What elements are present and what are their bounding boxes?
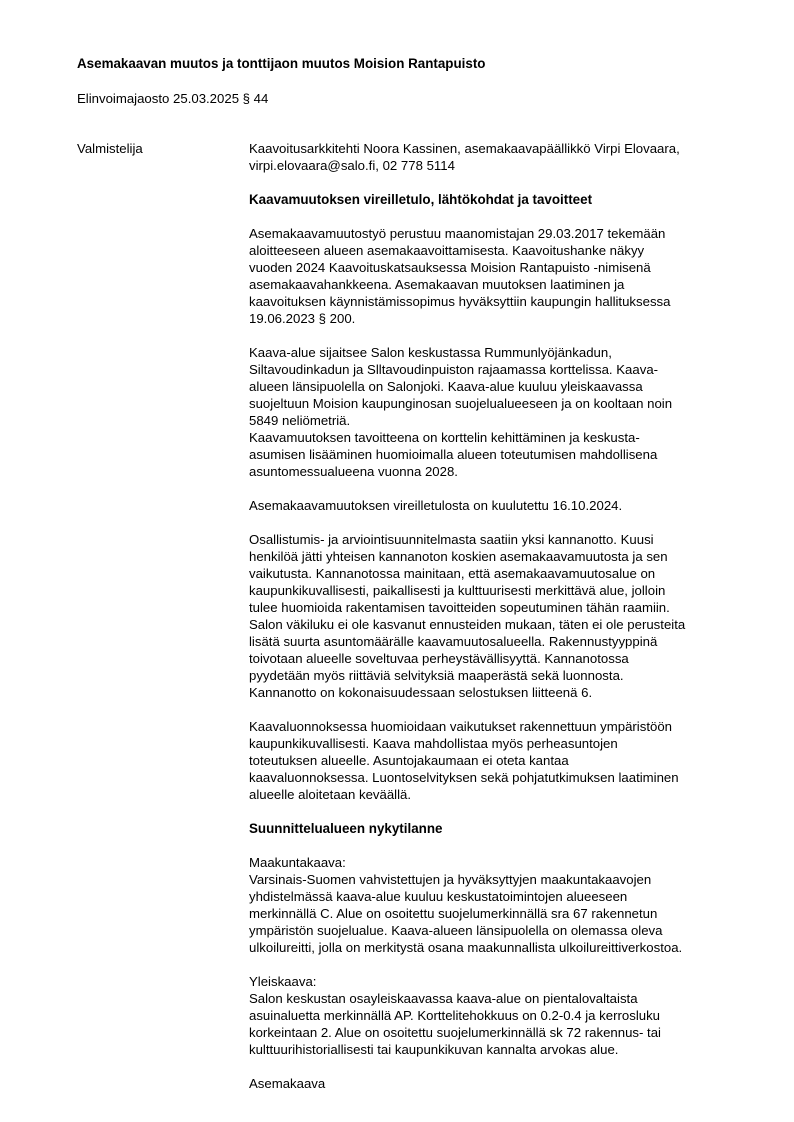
paragraph-statement <box>249 531 744 701</box>
text-line: 19.06.2023 § 200. <box>249 311 356 326</box>
text-line: Asemakaava <box>249 1076 326 1091</box>
preparer-label: Valmistelija <box>77 141 143 156</box>
text-line: Kaava-alue sijaitsee Salon keskustassa Rummunlyöjänkadun, <box>249 345 612 360</box>
text-line: Kaavaluonnoksessa huomioidaan vaikutukset rakennettuun ympäristöön <box>249 719 672 734</box>
text-line: lisätä suurta asuntomäärälle kaavamuutosalueella. Rakennustyyppinä <box>249 634 658 649</box>
paragraph-draft-response <box>249 718 744 803</box>
text-line: 5849 neliömetriä. <box>249 413 351 428</box>
text-line: Maakuntakaava: <box>249 855 346 870</box>
document-body <box>249 140 744 1092</box>
text-line: tulee huomioida rakentamisen tavoitteiden sopeutuminen tähän raamiin. <box>249 600 670 615</box>
text-line: Varsinais-Suomen vahvistettujen ja hyväksyttyjen maakuntakaavojen <box>249 872 652 887</box>
text-line: Yleiskaava: <box>249 974 317 989</box>
paragraph-master-plan <box>249 973 744 1058</box>
text-line: Osallistumis- ja arviointisuunnitelmasta saatiin yksi kannanotto. Kuusi <box>249 532 654 547</box>
text-line: asuntomessualueena vuonna 2028. <box>249 464 458 479</box>
text-line: ulkoilureitti, jolla on merkitystä osana maakunnallista ulkoilureittiverkostoa. <box>249 940 683 955</box>
text-line: kaavoituksen käynnistämissopimus hyväksyttiin kaupungin hallituksessa <box>249 294 671 309</box>
text-line: Kannanotto on kokonaisuudessaan selostuksen liitteenä 6. <box>249 685 593 700</box>
text-line: kaavaluonnoksessa. Luontoselvityksen sekä pohjatutkimuksen laatiminen <box>249 770 679 785</box>
text-line: vaikutusta. Kannanotossa mainitaan, että asemakaavamuutosalue on <box>249 566 656 581</box>
preparer-line: Kaavoitusarkkitehti Noora Kassinen, asemakaavapäällikkö Virpi Elovaara, <box>249 141 680 156</box>
text-line: Asemakaavamuutostyö perustuu maanomistajan 29.03.2017 tekemään <box>249 226 666 241</box>
paragraph-detailed-plan <box>249 1075 744 1092</box>
text-line: suojeltuun Moision kaupunginosan suojelualueeseen ja on kooltaan noin <box>249 396 673 411</box>
section-heading-current-state: Suunnittelualueen nykytilanne <box>249 821 443 836</box>
text-line: Salon keskustan osayleiskaavassa kaava-alue on pientalovaltaista <box>249 991 638 1006</box>
text-line: Asemakaavamuutoksen vireilletulosta on kuulutettu 16.10.2024. <box>249 498 623 513</box>
preparer-info <box>249 140 744 174</box>
text-line: asumisen lisääminen huomioimalla alueen toteutumisen mahdollisena <box>249 447 658 462</box>
text-line: kaupunkikuvallisesti, paikallisesti ja kulttuurisesti merkittävä alue, jolloin <box>249 583 666 598</box>
preparer-contact-line: virpi.elovaara@salo.fi, 02 778 5114 <box>249 158 455 173</box>
text-line: alueelle aloitetaan keväällä. <box>249 787 412 802</box>
paragraph-background <box>249 225 744 327</box>
text-line: pyydetään myös riittäviä selvityksiä maaperästä sekä luonnosta. <box>249 668 624 683</box>
text-line: toteutuksen alueelle. Asuntojakaumaan ei oteta kantaa <box>249 753 569 768</box>
text-line: Siltavoudinkadun ja Slltavoudinpuiston rajaamassa korttelissa. Kaava- <box>249 362 659 377</box>
text-line: yhdistelmässä kaava-alue kuuluu keskustatoimintojen alueeseen <box>249 889 628 904</box>
text-line: ympäristön suojelualue. Kaava-alueen länsipuolella on olemassa oleva <box>249 923 663 938</box>
text-line: Kaavamuutoksen tavoitteena on korttelin kehittäminen ja keskusta- <box>249 430 640 445</box>
paragraph-announcement <box>249 497 744 514</box>
text-line: toivotaan alueelle soveltuvaa perheystävällisyyttä. Kannanotossa <box>249 651 629 666</box>
text-line: aloitteeseen alueen asemakaavoittamisesta. Kaavoitushanke näkyy <box>249 243 645 258</box>
text-line: asuinaluetta merkinnällä AP. Korttelitehokkuus on 0.2-0.4 ja kerrosluku <box>249 1008 661 1023</box>
text-line: kaupunkikuvallisesti. Kaava mahdollistaa myös perheasuntojen <box>249 736 618 751</box>
section-heading-initiation: Kaavamuutoksen vireilletulo, lähtökohdat ja tavoitteet <box>249 192 593 207</box>
document-title: Asemakaavan muutos ja tonttijaon muutos Moision Rantapuisto <box>77 56 486 71</box>
text-line: Salon väkiluku ei ole kasvanut ennusteiden mukaan, täten ei ole perusteita <box>249 617 686 632</box>
text-line: vuoden 2024 Kaavoituskatsauksessa Moision Rantapuisto -nimisenä <box>249 260 651 275</box>
text-line: korkeintaan 2. Alue on osoitettu suojelumerkinnällä sk 72 rakennus- tai <box>249 1025 661 1040</box>
meeting-reference: Elinvoimajaosto 25.03.2025 § 44 <box>77 91 269 106</box>
paragraph-regional-plan <box>249 854 744 956</box>
text-line: henkilöä jätti yhteisen kannanoton koskien asemakaavamuutosta ja sen <box>249 549 668 564</box>
text-line: merkinnällä C. Alue on osoitettu suojelumerkinnällä sra 67 rakennetun <box>249 906 658 921</box>
text-line: asemakaavahankkeena. Asemakaavan muutoksen laatiminen ja <box>249 277 625 292</box>
text-line: kulttuurihistoriallisesti tai kaupunkikuvan kannalta arvokas alue. <box>249 1042 619 1057</box>
paragraph-location-goals <box>249 344 744 480</box>
text-line: alueen länsipuolella on Salonjoki. Kaava-alue kuuluu yleiskaavassa <box>249 379 643 394</box>
